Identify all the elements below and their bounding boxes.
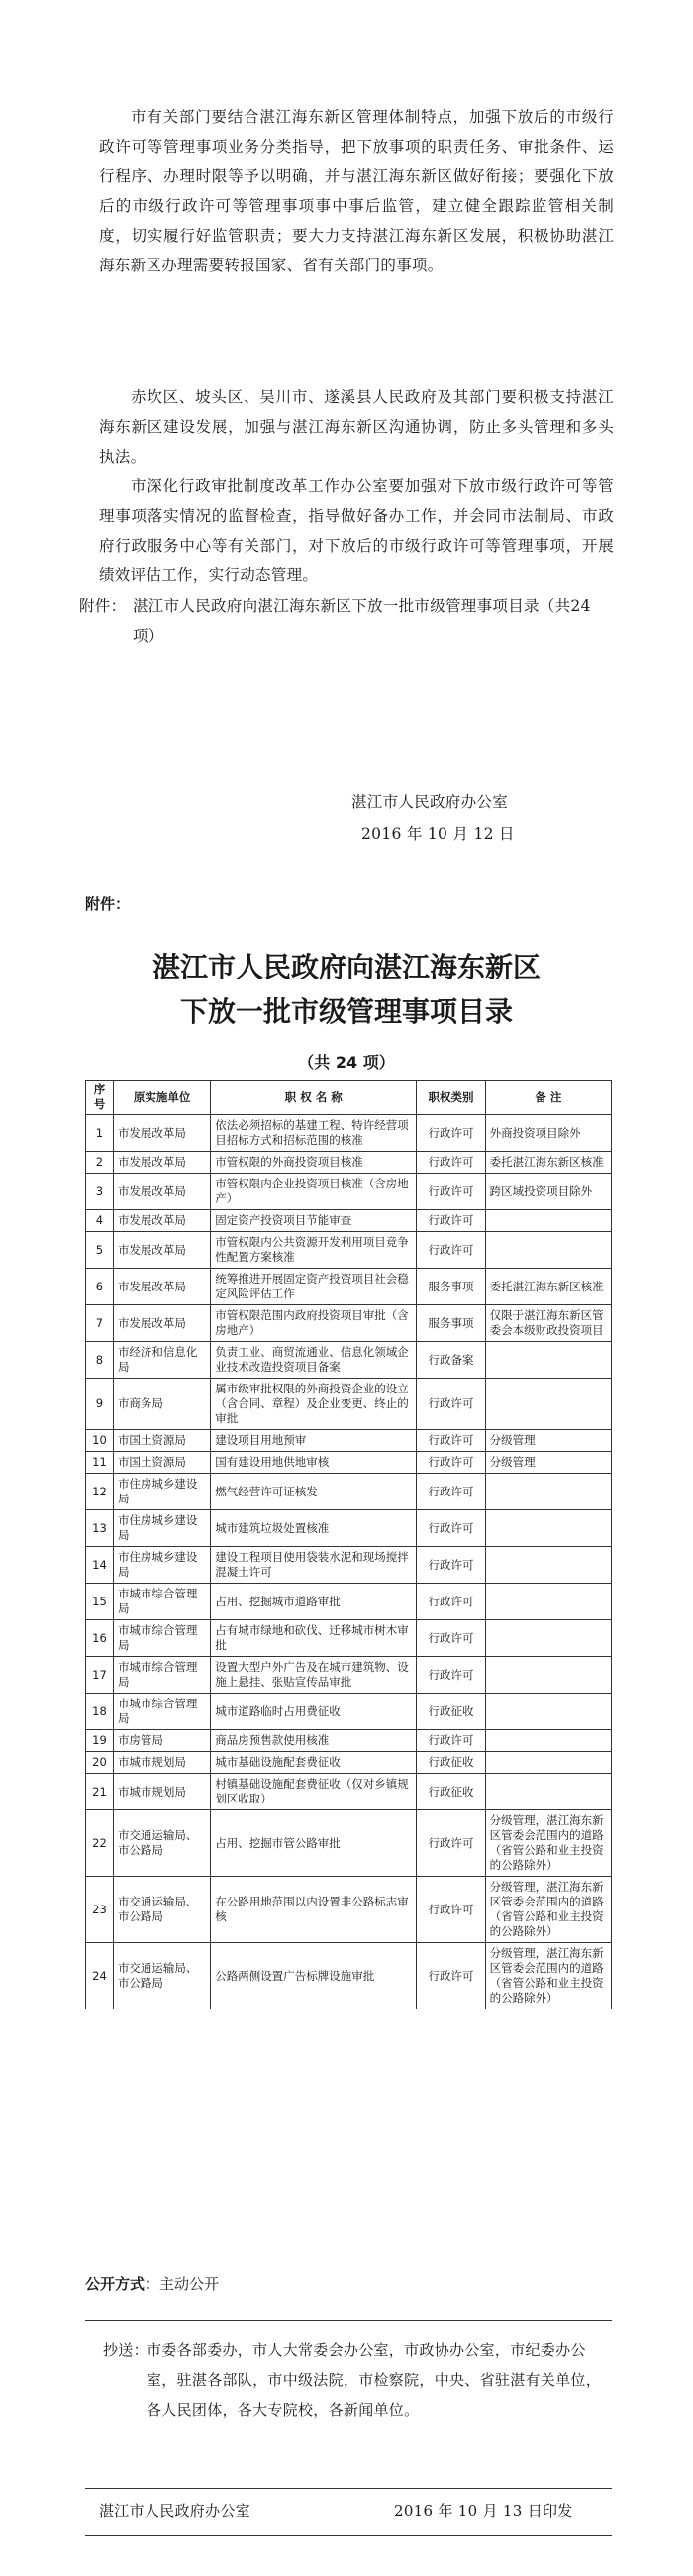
cell-unit: 市住房城乡建设局 <box>113 1510 210 1547</box>
cell-unit: 市国土资源局 <box>113 1452 210 1474</box>
cell-power-name: 燃气经营许可证核发 <box>211 1474 417 1510</box>
cell-power-type: 行政备案 <box>417 1342 485 1379</box>
table-row <box>86 1694 612 1730</box>
cell-unit: 市城市综合管理局 <box>113 1620 210 1657</box>
cell-power-name: 城市基础设施配套费征收 <box>211 1752 417 1774</box>
cell-power-name: 占有城市绿地和砍伐、迁移城市树木审批 <box>211 1620 417 1657</box>
cell-power-name: 市管权限的外商投资项目核准 <box>211 1152 417 1174</box>
cell-no: 20 <box>86 1752 114 1774</box>
cell-remarks <box>485 1379 611 1430</box>
cell-no: 19 <box>86 1730 114 1752</box>
signature-date: 2016 年 10 月 12 日 <box>361 825 515 843</box>
table-row <box>86 1210 612 1232</box>
table-row <box>86 1943 612 2009</box>
cell-remarks: 仅限于湛江海东新区管委会本级财政投资项目 <box>485 1305 611 1342</box>
table-row <box>86 1730 612 1752</box>
cell-power-name: 固定资产投资项目节能审查 <box>211 1210 417 1232</box>
attachment-reference-label: 附件： <box>79 597 127 615</box>
divider <box>85 2535 612 2536</box>
table-row <box>86 1305 612 1342</box>
cell-remarks <box>485 1657 611 1694</box>
cell-power-type: 服务事项 <box>417 1305 485 1342</box>
cell-power-name: 城市道路临时占用费征收 <box>211 1694 417 1730</box>
cell-remarks <box>485 1774 611 1810</box>
cell-unit: 市经济和信息化局 <box>113 1342 210 1379</box>
cell-no: 18 <box>86 1694 114 1730</box>
cell-remarks: 分级管理，湛江海东新区管委会范围内的道路（省管公路和业主投资的公路除外） <box>485 1877 611 1943</box>
attachment-title-line-1: 湛江市人民政府向湛江海东新区 <box>151 951 541 983</box>
cell-power-type: 行政许可 <box>417 1115 485 1152</box>
cell-remarks: 分级管理，湛江海东新区管委会范围内的道路（省管公路和业主投资的公路除外） <box>485 1943 611 2009</box>
cell-power-type: 行政许可 <box>417 1174 485 1210</box>
body-paragraph-1: 市有关部门要结合湛江海东新区管理体制特点，加强下放后的市级行政许可等管理事项业务分类指导，把下放事项的职责任务、审批条件、运行程序、办理时限等予以明确，并与湛江海东新区做好衔接；要强化下放后的市级行政许可等管理事项事中事后监管，建立健全跟踪监管相关制度，切实履行好监管职责；要大力支持湛江海东新区发展，积极协助湛江海东新区办理需要转报国家、省有关部门的事项。 <box>99 108 614 274</box>
cell-no: 8 <box>86 1342 114 1379</box>
header-unit: 原实施单位 <box>113 1081 210 1115</box>
cell-no: 3 <box>86 1174 114 1210</box>
cell-no: 13 <box>86 1510 114 1547</box>
cell-power-name: 建设工程项目使用袋装水泥和现场搅拌混凝土许可 <box>211 1547 417 1584</box>
table-row <box>86 1342 612 1379</box>
cell-remarks: 外商投资项目除外 <box>485 1115 611 1152</box>
table-row <box>86 1584 612 1620</box>
body-paragraph-3: 市深化行政审批制度改革工作办公室要加强对下放市级行政许可等管理事项落实情况的监督检查，指导做好备办工作，并会同市法制局、市政府行政服务中心等有关部门，对下放后的市级行政许可等管理事项，开展绩效评估工作，实行动态管理。 <box>99 477 614 584</box>
table-row <box>86 1877 612 1943</box>
cell-no: 7 <box>86 1305 114 1342</box>
table-row <box>86 1152 612 1174</box>
cell-unit: 市商务局 <box>113 1379 210 1430</box>
cell-power-type: 行政许可 <box>417 1452 485 1474</box>
cell-no: 14 <box>86 1547 114 1584</box>
cell-power-type: 行政征收 <box>417 1774 485 1810</box>
cell-remarks: 委托湛江海东新区核准 <box>485 1152 611 1174</box>
table-row <box>86 1657 612 1694</box>
footer-organization: 湛江市人民政府办公室 <box>99 2502 251 2520</box>
divider <box>85 2488 612 2489</box>
matters-catalog-table <box>85 1080 612 2009</box>
cell-power-type: 服务事项 <box>417 1269 485 1305</box>
cell-power-type: 行政许可 <box>417 1584 485 1620</box>
table-row <box>86 1232 612 1269</box>
cell-no: 2 <box>86 1152 114 1174</box>
cell-power-type: 行政许可 <box>417 1943 485 2009</box>
cell-power-name: 在公路用地范围以内设置非公路标志审核 <box>211 1877 417 1943</box>
table-row <box>86 1115 612 1152</box>
cell-no: 4 <box>86 1210 114 1232</box>
cell-no: 11 <box>86 1452 114 1474</box>
table-row <box>86 1452 612 1474</box>
table-row <box>86 1510 612 1547</box>
cell-power-name: 负责工业、商贸流通业、信息化领域企业技术改造投资项目备案 <box>211 1342 417 1379</box>
cell-no: 22 <box>86 1810 114 1877</box>
cell-unit: 市房管局 <box>113 1730 210 1752</box>
cell-power-name: 市管权限范围内政府投资项目审批（含房地产） <box>211 1305 417 1342</box>
table-row <box>86 1474 612 1510</box>
cell-unit: 市发展改革局 <box>113 1232 210 1269</box>
footer-print-date: 2016 年 10 月 13 日印发 <box>394 2502 573 2520</box>
cell-no: 15 <box>86 1584 114 1620</box>
cell-remarks <box>485 1232 611 1269</box>
table-header-row <box>86 1081 612 1115</box>
cell-no: 21 <box>86 1774 114 1810</box>
cell-unit: 市发展改革局 <box>113 1210 210 1232</box>
cell-power-name: 村镇基础设施配套费征收（仅对乡镇规划区收取） <box>211 1774 417 1810</box>
cell-power-type: 行政许可 <box>417 1547 485 1584</box>
cell-power-name: 商品房预售款使用核准 <box>211 1730 417 1752</box>
cell-remarks <box>485 1547 611 1584</box>
cell-power-name: 市管权限内公共资源开发利用项目竞争性配置方案核准 <box>211 1232 417 1269</box>
cell-unit: 市城市规划局 <box>113 1752 210 1774</box>
cell-unit: 市发展改革局 <box>113 1152 210 1174</box>
cell-remarks <box>485 1342 611 1379</box>
cell-power-type: 行政许可 <box>417 1152 485 1174</box>
disclosure-value: 主动公开 <box>159 2275 220 2293</box>
cell-power-type: 行政许可 <box>417 1474 485 1510</box>
cell-remarks: 跨区域投资项目除外 <box>485 1174 611 1210</box>
cell-unit: 市国土资源局 <box>113 1430 210 1452</box>
cc-text: 市委各部委办，市人大常委会办公室，市政协办公室，市纪委办公室，驻湛各部队，市中级法院，市检察院，中央、省驻湛有关单位，各人民团体，各大专院校，各新闻单位。 <box>147 2341 602 2419</box>
cell-power-name: 市管权限内企业投资项目核准（含房地产） <box>211 1174 417 1210</box>
cell-unit: 市城市综合管理局 <box>113 1657 210 1694</box>
cell-power-name: 依法必须招标的基建工程、特许经营项目招标方式和招标范围的核准 <box>211 1115 417 1152</box>
cell-remarks <box>485 1474 611 1510</box>
cell-power-name: 国有建设用地供地审核 <box>211 1452 417 1474</box>
cell-unit: 市城市综合管理局 <box>113 1584 210 1620</box>
cell-power-name: 建设项目用地预审 <box>211 1430 417 1452</box>
cell-unit: 市住房城乡建设局 <box>113 1474 210 1510</box>
disclosure-method <box>85 2273 219 2294</box>
attachment-heading: 附件： <box>85 895 131 913</box>
cell-power-type: 行政许可 <box>417 1620 485 1657</box>
cell-unit: 市交通运输局、市公路局 <box>113 1810 210 1877</box>
table-row <box>86 1430 612 1452</box>
cell-power-type: 行政许可 <box>417 1430 485 1452</box>
cell-power-type: 行政许可 <box>417 1379 485 1430</box>
cell-unit: 市交通运输局、市公路局 <box>113 1877 210 1943</box>
cell-remarks <box>485 1584 611 1620</box>
cc-list <box>103 2335 612 2424</box>
cell-power-type: 行政许可 <box>417 1210 485 1232</box>
cell-no: 9 <box>86 1379 114 1430</box>
cell-remarks <box>485 1730 611 1752</box>
header-remarks: 备 注 <box>485 1081 611 1115</box>
table-row <box>86 1774 612 1810</box>
cell-remarks <box>485 1620 611 1657</box>
cell-power-type: 行政征收 <box>417 1752 485 1774</box>
body-paragraph-2: 赤坎区、坡头区、吴川市、遂溪县人民政府及其部门要积极支持湛江海东新区建设发展，加强与湛江海东新区沟通协调，防止多头管理和多头执法。 <box>99 388 614 465</box>
cell-power-name: 城市建筑垃圾处置核准 <box>211 1510 417 1547</box>
table-row <box>86 1547 612 1584</box>
header-power-type: 职权类别 <box>417 1081 485 1115</box>
header-no: 序号 <box>86 1081 114 1115</box>
disclosure-label: 公开方式： <box>85 2275 160 2293</box>
cell-remarks: 分级管理，湛江海东新区管委会范围内的道路（省管公路和业主投资的公路除外） <box>485 1810 611 1877</box>
cell-power-type: 行政许可 <box>417 1730 485 1752</box>
header-power-name: 职 权 名 称 <box>211 1081 417 1115</box>
cell-power-type: 行政许可 <box>417 1877 485 1943</box>
cell-power-name: 设置大型户外广告及在城市建筑物、设施上悬挂、张贴宣传品审批 <box>211 1657 417 1694</box>
cell-unit: 市发展改革局 <box>113 1269 210 1305</box>
cell-power-name: 占用、挖掘城市道路审批 <box>211 1584 417 1620</box>
cell-unit: 市发展改革局 <box>113 1115 210 1152</box>
cell-unit: 市发展改革局 <box>113 1305 210 1342</box>
cell-remarks: 委托湛江海东新区核准 <box>485 1269 611 1305</box>
cell-no: 17 <box>86 1657 114 1694</box>
cell-unit: 市住房城乡建设局 <box>113 1547 210 1584</box>
attachment-title-line-2: 下放一批市级管理事项目录 <box>179 995 513 1028</box>
cell-power-type: 行政许可 <box>417 1657 485 1694</box>
cell-no: 23 <box>86 1877 114 1943</box>
cell-no: 16 <box>86 1620 114 1657</box>
cell-power-name: 占用、挖掘市管公路审批 <box>211 1810 417 1877</box>
cell-remarks <box>485 1694 611 1730</box>
table-row <box>86 1752 612 1774</box>
cell-unit: 市发展改革局 <box>113 1174 210 1210</box>
cell-no: 1 <box>86 1115 114 1152</box>
attachment-reference <box>79 591 614 651</box>
cell-power-type: 行政许可 <box>417 1510 485 1547</box>
cell-remarks <box>485 1510 611 1547</box>
cell-no: 24 <box>86 1943 114 2009</box>
cell-power-name: 属市级审批权限的外商投资企业的设立（含合同、章程）及企业变更、终止的审批 <box>211 1379 417 1430</box>
cell-power-type: 行政许可 <box>417 1232 485 1269</box>
signature-organization: 湛江市人民政府办公室 <box>351 793 509 811</box>
cell-power-type: 行政征收 <box>417 1694 485 1730</box>
table-row <box>86 1174 612 1210</box>
cell-remarks <box>485 1752 611 1774</box>
cell-no: 12 <box>86 1474 114 1510</box>
cell-unit: 市城市规划局 <box>113 1774 210 1810</box>
table-row <box>86 1620 612 1657</box>
cc-label: 抄送： <box>103 2341 148 2359</box>
table-row <box>86 1379 612 1430</box>
cell-unit: 市交通运输局、市公路局 <box>113 1943 210 2009</box>
cell-remarks: 分级管理 <box>485 1452 611 1474</box>
cell-no: 6 <box>86 1269 114 1305</box>
table-row <box>86 1269 612 1305</box>
cell-remarks <box>485 1210 611 1232</box>
cell-power-type: 行政许可 <box>417 1810 485 1877</box>
cell-remarks: 分级管理 <box>485 1430 611 1452</box>
attachment-subtitle: （共 24 项） <box>298 1053 395 1072</box>
cell-no: 10 <box>86 1430 114 1452</box>
cell-unit: 市城市综合管理局 <box>113 1694 210 1730</box>
cell-power-name: 统筹推进开展固定资产投资项目社会稳定风险评估工作 <box>211 1269 417 1305</box>
table-row <box>86 1810 612 1877</box>
attachment-reference-text: 湛江市人民政府向湛江海东新区下放一批市级管理事项目录（共24项） <box>133 597 591 645</box>
cell-power-name: 公路两侧设置广告标牌设施审批 <box>211 1943 417 2009</box>
divider <box>85 2320 612 2321</box>
cell-no: 5 <box>86 1232 114 1269</box>
